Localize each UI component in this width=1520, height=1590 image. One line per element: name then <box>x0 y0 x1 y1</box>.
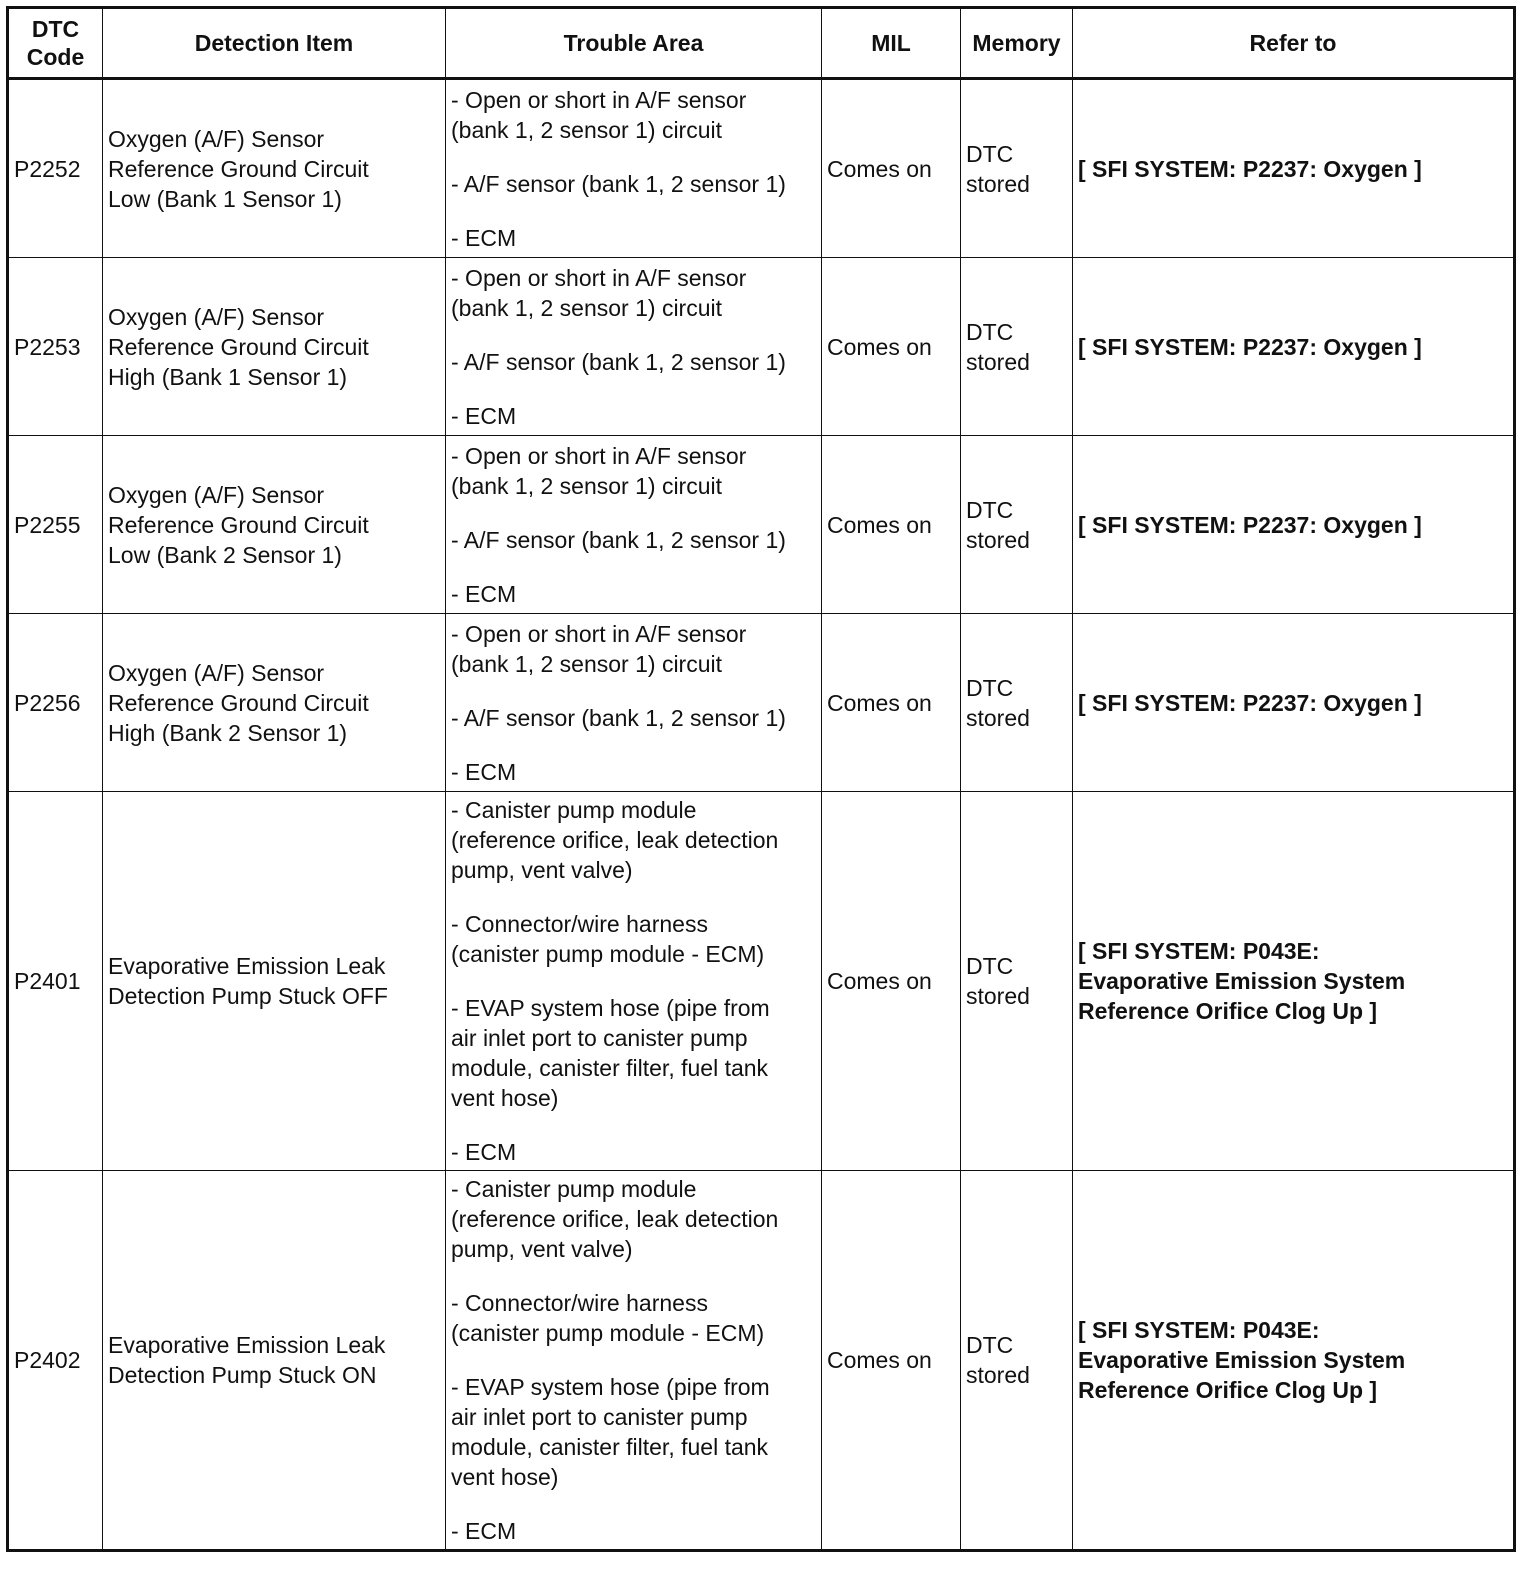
mil-cell: Comes on <box>822 792 961 1171</box>
trouble-area-item: - ECM <box>451 1139 517 1165</box>
trouble-area-item: - A/F sensor (bank 1, 2 sensor 1) <box>451 170 786 197</box>
dtc-code-cell: P2253 <box>8 258 103 436</box>
header-memory: Memory <box>961 8 1073 79</box>
mil-cell: Comes on <box>822 436 961 614</box>
trouble-area-cell <box>446 258 822 436</box>
memory-cell: DTC stored <box>961 1171 1073 1551</box>
refer-to-link[interactable]: [ SFI SYSTEM: P043E: Evaporative Emission System Reference Orifice Clog Up ] <box>1073 1171 1515 1551</box>
memory-cell: DTC stored <box>961 792 1073 1171</box>
memory-cell: DTC stored <box>961 79 1073 258</box>
refer-to-link[interactable]: [ SFI SYSTEM: P2237: Oxygen ] <box>1073 79 1515 258</box>
refer-to-link[interactable]: [ SFI SYSTEM: P2237: Oxygen ] <box>1073 258 1515 436</box>
memory-cell: DTC stored <box>961 436 1073 614</box>
refer-to-link[interactable]: [ SFI SYSTEM: P2237: Oxygen ] <box>1073 436 1515 614</box>
table-row <box>8 258 1515 436</box>
trouble-area-item: - Open or short in A/F sensor (bank 1, 2 sensor 1) circuit <box>451 442 747 499</box>
detection-item-cell: Oxygen (A/F) Sensor Reference Ground Circuit Low (Bank 2 Sensor 1) <box>103 436 446 614</box>
dtc-code-cell: P2402 <box>8 1171 103 1551</box>
trouble-area-item: - ECM <box>451 580 517 607</box>
header-detection-item: Detection Item <box>103 8 446 79</box>
trouble-area-item: - Connector/wire harness (canister pump module - ECM) <box>451 911 765 967</box>
header-refer-to: Refer to <box>1073 8 1515 79</box>
mil-cell: Comes on <box>822 79 961 258</box>
table-header-row <box>8 8 1515 79</box>
trouble-area-cell <box>446 436 822 614</box>
trouble-area-item: - A/F sensor (bank 1, 2 sensor 1) <box>451 704 786 731</box>
refer-to-link[interactable]: [ SFI SYSTEM: P043E: Evaporative Emission System Reference Orifice Clog Up ] <box>1073 792 1515 1171</box>
trouble-area-item: - ECM <box>451 758 517 785</box>
detection-item-cell: Oxygen (A/F) Sensor Reference Ground Circuit High (Bank 2 Sensor 1) <box>103 614 446 792</box>
trouble-area-cell <box>446 792 822 1171</box>
refer-to-link[interactable]: [ SFI SYSTEM: P2237: Oxygen ] <box>1073 614 1515 792</box>
table-row <box>8 79 1515 258</box>
dtc-code-cell: P2256 <box>8 614 103 792</box>
trouble-area-item: - EVAP system hose (pipe from air inlet port to canister pump module, canister filter, fuel tank vent hose) <box>451 995 770 1111</box>
table-row <box>8 614 1515 792</box>
mil-cell: Comes on <box>822 1171 961 1551</box>
dtc-code-cell: P2252 <box>8 79 103 258</box>
trouble-area-item: - ECM <box>451 1518 517 1544</box>
detection-item-cell: Evaporative Emission Leak Detection Pump Stuck ON <box>103 1171 446 1551</box>
table-row <box>8 436 1515 614</box>
dtc-table <box>6 6 1516 1552</box>
trouble-area-cell <box>446 1171 822 1551</box>
trouble-area-item: - A/F sensor (bank 1, 2 sensor 1) <box>451 348 786 375</box>
mil-cell: Comes on <box>822 614 961 792</box>
trouble-area-cell <box>446 614 822 792</box>
trouble-area-item: - Open or short in A/F sensor (bank 1, 2 sensor 1) circuit <box>451 264 747 321</box>
trouble-area-item: - ECM <box>451 224 517 251</box>
header-mil: MIL <box>822 8 961 79</box>
memory-cell: DTC stored <box>961 258 1073 436</box>
table-row <box>8 1171 1515 1551</box>
trouble-area-item: - A/F sensor (bank 1, 2 sensor 1) <box>451 526 786 553</box>
header-trouble-area: Trouble Area <box>446 8 822 79</box>
trouble-area-item: - Open or short in A/F sensor (bank 1, 2 sensor 1) circuit <box>451 86 747 143</box>
dtc-code-cell: P2255 <box>8 436 103 614</box>
trouble-area-cell <box>446 79 822 258</box>
trouble-area-item: - ECM <box>451 402 517 429</box>
trouble-area-item: - Canister pump module (reference orifice, leak detection pump, vent valve) <box>451 797 779 883</box>
header-dtc-code: DTC Code <box>8 8 103 79</box>
table-row <box>8 792 1515 1171</box>
detection-item-cell: Oxygen (A/F) Sensor Reference Ground Circuit Low (Bank 1 Sensor 1) <box>103 79 446 258</box>
trouble-area-item: - Connector/wire harness (canister pump module - ECM) <box>451 1290 765 1346</box>
trouble-area-item: - Open or short in A/F sensor (bank 1, 2 sensor 1) circuit <box>451 620 747 677</box>
trouble-area-item: - Canister pump module (reference orifice, leak detection pump, vent valve) <box>451 1176 779 1262</box>
dtc-code-cell: P2401 <box>8 792 103 1171</box>
detection-item-cell: Oxygen (A/F) Sensor Reference Ground Circuit High (Bank 1 Sensor 1) <box>103 258 446 436</box>
mil-cell: Comes on <box>822 258 961 436</box>
trouble-area-item: - EVAP system hose (pipe from air inlet port to canister pump module, canister filter, fuel tank vent hose) <box>451 1374 770 1490</box>
detection-item-cell: Evaporative Emission Leak Detection Pump Stuck OFF <box>103 792 446 1171</box>
memory-cell: DTC stored <box>961 614 1073 792</box>
